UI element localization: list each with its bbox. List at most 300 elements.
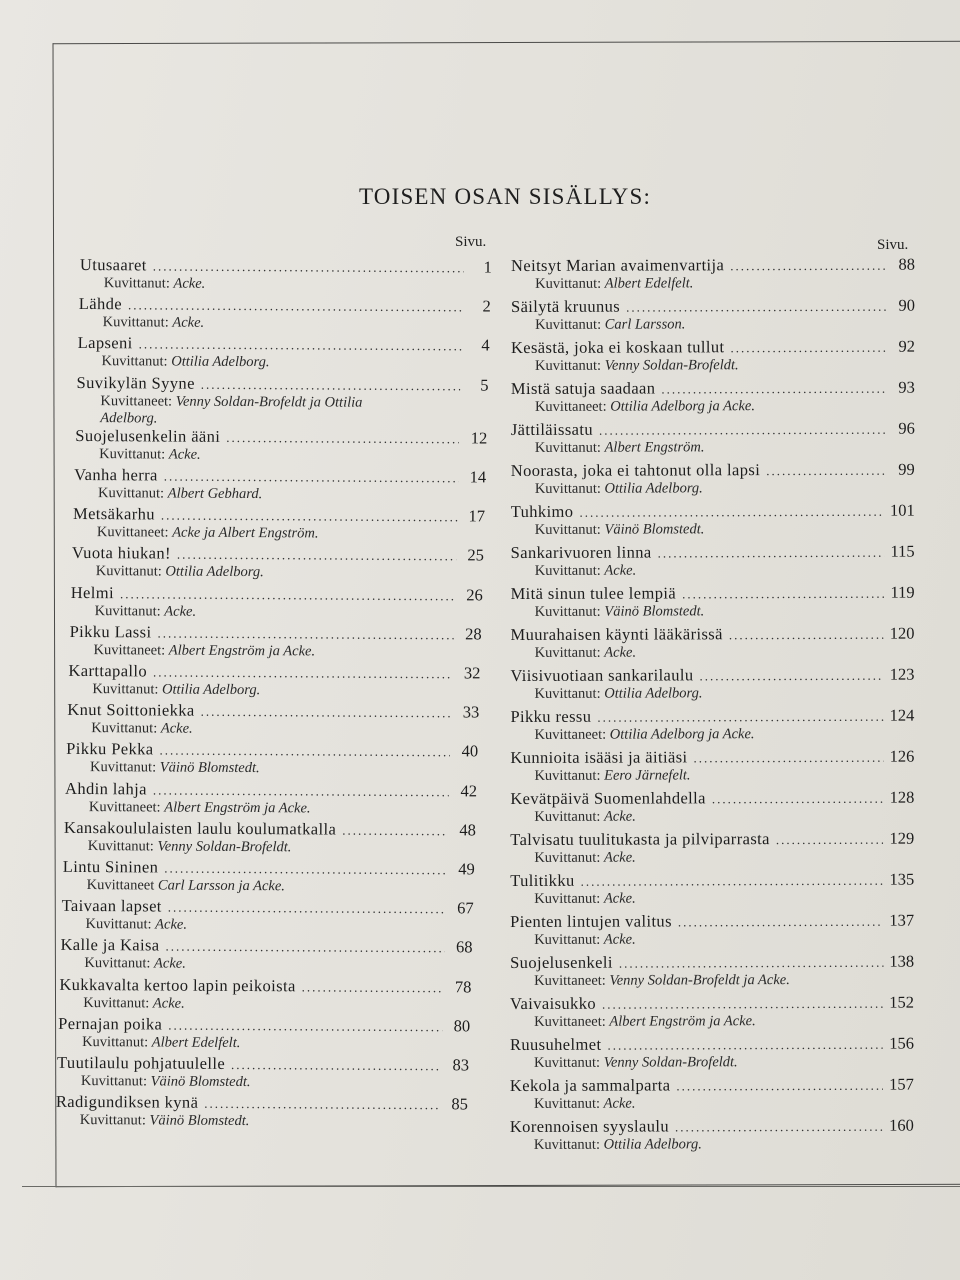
- toc-entry-title: Knut Soittoniekka: [67, 700, 195, 720]
- toc-entry-title: Utusaaret: [79, 255, 147, 275]
- toc-entry-line: [510, 747, 914, 768]
- toc-entry: [510, 706, 914, 744]
- illustrator-name: Acke.: [160, 720, 193, 737]
- toc-entry-page: 78: [454, 976, 472, 996]
- leader-dots: [599, 420, 887, 440]
- toc-entry-line: [72, 543, 484, 566]
- leader-dots: [682, 584, 884, 604]
- toc-entry-title: Pikku ressu: [510, 706, 592, 727]
- toc-entry-illustrator: [535, 644, 915, 662]
- illustrator-name: Venny Soldan-Brofeldt ja Acke.: [609, 972, 790, 989]
- toc-entry-page: 152: [889, 992, 915, 1012]
- illustrator-label: Kuvittanut:: [534, 644, 601, 661]
- leader-dots: [342, 820, 448, 840]
- toc-entry-title: Kevätpäivä Suomenlahdella: [510, 788, 706, 809]
- leader-dots: [120, 584, 455, 605]
- toc-entry-line: [62, 896, 474, 919]
- toc-entry-title: Jättiläissatu: [510, 419, 594, 440]
- toc-entry-title: Muurahaisen käynti lääkärissä: [510, 624, 723, 645]
- illustrator-label: Kuvittaneet:: [534, 398, 607, 415]
- toc-entry-illustrator: [535, 316, 915, 334]
- toc-entry-title: Ruusuhelmet: [509, 1034, 602, 1055]
- toc-entry-title: Pienten lintujen valitus: [510, 911, 672, 932]
- toc-entry-illustrator: [534, 808, 914, 826]
- toc-entry: [56, 1092, 468, 1132]
- toc-entry-page: 123: [889, 664, 915, 684]
- toc-entry: [511, 501, 915, 539]
- leader-dots: [658, 543, 885, 563]
- toc-entry: [510, 911, 914, 949]
- toc-entry-illustrator: [99, 446, 487, 465]
- toc-entry-illustrator: [535, 357, 915, 375]
- toc-entry-illustrator: [92, 681, 480, 700]
- toc-entry-illustrator: [88, 838, 476, 857]
- toc-entry: [67, 700, 479, 740]
- leader-dots: [579, 502, 884, 522]
- toc-entry-page: 90: [898, 295, 916, 315]
- illustrator-label: Kuvittanut:: [95, 563, 162, 580]
- toc-entry-title: Vaivaisukko: [509, 993, 597, 1014]
- illustrator-name: Carl Larsson.: [604, 316, 686, 333]
- toc-entry-line: [510, 911, 914, 932]
- illustrator-name: Ottilia Adelborg.: [604, 480, 703, 497]
- illustrator-label: Kuvittaneet:: [96, 524, 169, 541]
- toc-entry-title: Metsäkarhu: [72, 504, 155, 524]
- illustrator-label: Kuvittanut:: [84, 955, 151, 972]
- toc-entry-line: [511, 542, 915, 563]
- leader-dots: [153, 780, 449, 801]
- toc-entry-page: 92: [898, 336, 915, 356]
- leader-dots: [201, 702, 452, 723]
- illustrator-label: Kuvittanut:: [534, 890, 601, 907]
- toc-entry-page: 128: [889, 787, 915, 807]
- toc-entry-title: Vanha herra: [74, 464, 158, 485]
- illustrator-label: Kuvittaneet:: [88, 798, 161, 816]
- leader-dots: [678, 912, 884, 932]
- illustrator-label: Kuvittanut:: [90, 759, 157, 776]
- toc-entry-title: Kukkavalta kertoo lapin peikoista: [59, 974, 296, 995]
- toc-entry-illustrator: [534, 890, 914, 908]
- toc-entry-illustrator: [535, 562, 915, 580]
- illustrator-name: Eero Järnefelt.: [604, 767, 691, 784]
- toc-entry-title: Pikku Lassi: [69, 621, 152, 642]
- toc-entry-title: Säilytä kruunus: [510, 296, 621, 317]
- toc-entry-title: Sankarivuoren linna: [510, 542, 652, 563]
- toc-entry: [511, 378, 915, 416]
- toc-entry-page: 101: [889, 500, 915, 520]
- toc-entry-page: 126: [889, 746, 915, 766]
- toc-entry: [510, 829, 914, 867]
- illustrator-name: Acke.: [603, 849, 636, 866]
- left-page-label: Sivu.: [455, 234, 487, 250]
- toc-entry-page: 68: [455, 937, 473, 957]
- toc-entry-title: Lintu Sininen: [62, 856, 159, 877]
- toc-entry-page: 137: [889, 910, 915, 930]
- toc-entry-illustrator: [93, 642, 481, 661]
- toc-entry-line: [75, 426, 487, 449]
- toc-entry-page: 5: [480, 375, 489, 395]
- toc-entry-line: [511, 501, 915, 522]
- toc-entry: [510, 952, 914, 990]
- toc-entry-illustrator: [103, 314, 491, 333]
- illustrator-label: Kuvittanut:: [534, 521, 601, 538]
- illustrator-label: Kuvittanut:: [87, 837, 154, 855]
- illustrator-label: Kuvittanut:: [80, 1073, 148, 1090]
- toc-entry-line: [510, 624, 914, 645]
- toc-entry: [511, 255, 915, 293]
- toc-entry: [60, 935, 472, 975]
- toc-entry: [63, 857, 475, 897]
- illustrator-label: Kuvittanut:: [83, 994, 150, 1012]
- illustrator-name: Ottilia Adelborg.: [604, 685, 703, 702]
- illustrator-label: Kuvittanut:: [92, 681, 159, 698]
- toc-entry-page: 12: [470, 428, 488, 448]
- toc-entry-title: Talvisatu tuulitukasta ja pilviparrasta: [510, 829, 770, 850]
- toc-entry: [77, 333, 489, 373]
- toc-entry: [74, 465, 486, 505]
- toc-entry-title: Helmi: [70, 582, 115, 602]
- leader-dots: [157, 623, 453, 644]
- toc-entry-illustrator: [87, 877, 475, 896]
- toc-entry-line: [511, 378, 915, 399]
- toc-entry-page: 124: [889, 705, 915, 725]
- toc-entry-page: 33: [462, 702, 480, 722]
- toc-entry-line: [510, 829, 914, 850]
- toc-entry-line: [59, 974, 471, 997]
- toc-entry-illustrator: [534, 1095, 914, 1113]
- toc-entry-line: [510, 1034, 914, 1055]
- illustrator-label: Kuvittanut:: [101, 353, 168, 370]
- leader-dots: [153, 256, 464, 277]
- toc-entry-illustrator: [85, 916, 473, 935]
- leader-dots: [177, 545, 456, 566]
- toc-entry-title: Tuutilaulu pohjatuulelle: [57, 1052, 226, 1073]
- leader-dots: [204, 1094, 440, 1114]
- illustrator-label: Kuvittanut:: [103, 275, 170, 292]
- toc-entry: [68, 661, 480, 701]
- toc-entry-line: [510, 1075, 914, 1096]
- toc-entry-title: Vuota hiukan!: [71, 543, 172, 563]
- toc-entry-title: Tuhkimo: [510, 501, 574, 522]
- illustrator-label: Kuvittanut:: [534, 685, 601, 702]
- illustrator-name: Acke ja Albert Engström.: [172, 524, 319, 542]
- toc-entry-line: [510, 788, 914, 809]
- leader-dots: [607, 1035, 883, 1055]
- illustrator-name: Ottilia Adelborg.: [603, 1136, 702, 1153]
- illustrator-name: Ottilia Adelborg.: [165, 563, 264, 581]
- toc-entry-title: Lapseni: [77, 333, 133, 353]
- illustrator-name: Venny Soldan-Brofeldt ja Ottilia Adelborg.: [100, 393, 363, 427]
- toc-entry-page: 85: [451, 1094, 468, 1114]
- leader-dots: [581, 871, 884, 891]
- toc-entry-illustrator: [81, 1073, 469, 1092]
- toc-entry-page: 32: [463, 663, 481, 683]
- illustrator-name: Carl Larsson ja Acke.: [157, 877, 286, 895]
- illustrator-name: Väinö Blomstedt.: [159, 759, 260, 777]
- toc-entry-page: 48: [459, 820, 476, 840]
- leader-dots: [693, 748, 883, 768]
- toc-entry: [510, 665, 914, 703]
- illustrator-label: Kuvittanut:: [534, 808, 601, 825]
- toc-entry: [76, 373, 488, 430]
- toc-entry-page: 49: [458, 859, 475, 879]
- toc-entry: [71, 583, 483, 623]
- illustrator-label: Kuvittanut:: [85, 916, 152, 933]
- leader-dots: [226, 428, 459, 448]
- illustrator-label: Kuvittanut:: [534, 767, 601, 784]
- right-page-label: Sivu.: [877, 237, 909, 253]
- toc-entry: [510, 870, 914, 908]
- illustrator-label: Kuvittaneet:: [100, 392, 173, 410]
- toc-entry: [511, 419, 915, 457]
- illustrator-name: Albert Engström.: [604, 439, 705, 456]
- toc-entry-title: Kekola ja sammalparta: [509, 1075, 671, 1096]
- toc-entry-line: [511, 255, 915, 276]
- illustrator-name: Väinö Blomstedt.: [149, 1112, 250, 1130]
- toc-entry: [511, 296, 915, 334]
- illustrator-label: Kuvittanut:: [534, 849, 601, 866]
- illustrator-name: Albert Edelfelt.: [604, 275, 694, 292]
- toc-entry: [65, 779, 477, 819]
- leader-dots: [712, 789, 884, 809]
- leader-dots: [231, 1055, 441, 1075]
- toc-entry-page: 14: [469, 467, 487, 487]
- illustrator-name: Albert Engström ja Acke.: [168, 642, 316, 660]
- toc-entry-line: [510, 952, 914, 973]
- leader-dots: [661, 379, 887, 399]
- illustrator-name: Albert Edelfelt.: [151, 1034, 241, 1051]
- toc-entry-page: 2: [482, 296, 491, 316]
- toc-entry-title: Noorasta, joka ei tahtonut olla lapsi: [510, 460, 761, 481]
- illustrator-name: Venny Soldan-Brofeldt.: [157, 838, 292, 856]
- illustrator-name: Ottilia Adelborg.: [161, 681, 261, 699]
- illustrator-name: Acke.: [152, 995, 185, 1012]
- illustrator-name: Väinö Blomstedt.: [604, 603, 705, 620]
- toc-entry-page: 99: [898, 459, 915, 479]
- toc-entry: [75, 426, 487, 466]
- toc-entry-illustrator: [534, 1054, 914, 1072]
- leader-dots: [139, 335, 462, 356]
- toc-entry-illustrator: [534, 767, 914, 785]
- leader-dots: [619, 953, 884, 973]
- toc-entry-illustrator: [535, 275, 915, 293]
- leader-dots: [766, 461, 887, 480]
- toc-entry-line: [511, 337, 915, 358]
- toc-entry-page: 4: [481, 335, 490, 355]
- toc-entry-title: Tulitikku: [510, 870, 575, 891]
- illustrator-name: Väinö Blomstedt.: [150, 1073, 251, 1091]
- toc-entry-illustrator: [535, 439, 915, 457]
- leader-dots: [729, 625, 884, 645]
- illustrator-label: Kuvittanut:: [94, 602, 161, 620]
- toc-entry-illustrator: [83, 995, 471, 1014]
- illustrator-name: Acke.: [604, 808, 636, 825]
- illustrator-label: Kuvittanut:: [535, 316, 602, 333]
- toc-entry-illustrator: [535, 603, 915, 621]
- leader-dots: [168, 1015, 442, 1036]
- illustrator-name: Albert Engström ja Acke.: [164, 799, 311, 817]
- leader-dots: [164, 467, 458, 488]
- toc-entry-line: [511, 583, 915, 604]
- toc-entry-page: 119: [890, 582, 915, 602]
- illustrator-name: Ottilia Adelborg ja Acke.: [610, 398, 755, 415]
- toc-entry-title: Radigundiksen kynä: [55, 1092, 199, 1112]
- toc-entry-line: [70, 622, 482, 645]
- toc-entry-line: [65, 779, 477, 802]
- illustrator-label: Kuvittaneet:: [534, 726, 607, 743]
- leader-dots: [676, 1076, 883, 1096]
- illustrator-name: Acke.: [164, 603, 197, 620]
- toc-entry: [511, 337, 915, 375]
- toc-entry-page: 40: [461, 741, 479, 761]
- toc-entry-line: [510, 993, 914, 1014]
- leader-dots: [675, 1117, 883, 1137]
- toc-entry-title: Kalle ja Kaisa: [60, 935, 160, 955]
- illustrator-label: Kuvittanut:: [533, 1136, 601, 1153]
- toc-entry: [510, 747, 914, 785]
- illustrator-name: Albert Gebhard.: [167, 485, 263, 503]
- toc-entry-line: [68, 661, 480, 684]
- illustrator-name: Acke.: [154, 955, 186, 973]
- toc-entry-illustrator: [534, 931, 914, 949]
- toc-entry-illustrator: [80, 1112, 468, 1131]
- toc-entry: [510, 1116, 914, 1154]
- illustrator-name: Acke.: [603, 931, 636, 948]
- illustrator-label: Kuvittaneet:: [534, 1013, 606, 1030]
- toc-right-column: [509, 254, 916, 1153]
- toc-entry-title: Viisivuotiaan sankarilaulu: [510, 665, 694, 686]
- toc-entry-illustrator: [534, 1013, 914, 1031]
- illustrator-label: Kuvittanut:: [534, 562, 601, 579]
- toc-entry-title: Suvikylän Syyne: [76, 372, 195, 393]
- illustrator-label: Kuvittanut:: [99, 445, 166, 463]
- toc-entry: [510, 1034, 914, 1072]
- illustrator-name: Acke.: [155, 916, 188, 933]
- leader-dots: [776, 830, 884, 849]
- illustrator-label: Kuvittanut:: [534, 480, 601, 497]
- illustrator-name: Albert Engström ja Acke.: [609, 1013, 756, 1030]
- toc-entry-line: [510, 665, 914, 686]
- illustrator-label: Kuvittaneet: [86, 877, 155, 894]
- leader-dots: [161, 506, 457, 527]
- toc-entry-illustrator: [97, 524, 485, 543]
- toc-entry-page: 1: [483, 257, 492, 277]
- toc-entry-page: 83: [452, 1055, 470, 1075]
- toc-entry-title: Suojelusenkelin ääni: [75, 425, 221, 446]
- toc-entry: [69, 622, 481, 662]
- leader-dots: [201, 374, 461, 395]
- illustrator-label: Kuvittanut:: [534, 931, 601, 948]
- toc-entry-page: 26: [466, 584, 483, 605]
- toc-entry-line: [57, 1053, 469, 1076]
- toc-entry: [73, 504, 485, 544]
- illustrator-name: Acke.: [172, 314, 205, 331]
- illustrator-name: Acke.: [173, 275, 206, 292]
- toc-entry-illustrator: [534, 726, 914, 744]
- toc-entry-title: Kansakoululaisten laulu koulumatkalla: [63, 817, 337, 839]
- toc-entry-illustrator: [89, 799, 477, 818]
- toc-entry-title: Pikku Pekka: [66, 739, 154, 759]
- toc-entry-line: [60, 935, 472, 958]
- toc-entry: [511, 542, 915, 580]
- toc-entry-title: Neitsyt Marian avaimenvartija: [511, 255, 725, 275]
- toc-entry-line: [71, 583, 483, 606]
- toc-entry-page: 17: [468, 506, 486, 526]
- toc-entry: [61, 896, 473, 936]
- toc-entry-illustrator: [95, 603, 483, 622]
- illustrator-label: Kuvittanut:: [533, 1095, 601, 1112]
- illustrator-label: Kuvittaneet:: [534, 972, 606, 989]
- toc-entry-page: 129: [889, 828, 915, 848]
- toc-entry-page: 80: [453, 1016, 471, 1036]
- toc-entry-page: 156: [889, 1033, 914, 1053]
- toc-entry: [510, 624, 914, 662]
- illustrator-label: Kuvittanut:: [534, 603, 601, 620]
- illustrator-name: Venny Soldan-Brofeldt.: [603, 1054, 738, 1071]
- toc-entry: [80, 255, 492, 295]
- frame-bottom-rule: [22, 1186, 960, 1187]
- toc-entry: [64, 818, 476, 858]
- toc-entry-page: 42: [460, 780, 478, 801]
- illustrator-name: Acke.: [604, 562, 637, 579]
- toc-entry-line: [76, 373, 488, 396]
- illustrator-name: Acke.: [168, 446, 201, 463]
- toc-entry-title: Taivaan lapset: [61, 896, 162, 916]
- toc-entry: [511, 460, 915, 498]
- leader-dots: [164, 859, 447, 880]
- toc-entry-line: [66, 739, 478, 762]
- toc-entry-page: 160: [889, 1115, 914, 1135]
- leader-dots: [597, 707, 883, 727]
- illustrator-label: Kuvittanut:: [82, 1033, 149, 1051]
- toc-entry-line: [67, 700, 479, 723]
- toc-entry-title: Lähde: [78, 294, 123, 314]
- toc-entry-title: Ahdin lahja: [64, 778, 147, 799]
- toc-entry-line: [56, 1092, 468, 1115]
- leader-dots: [602, 994, 883, 1014]
- illustrator-name: Acke.: [604, 644, 637, 661]
- illustrator-label: Kuvittanut:: [97, 485, 165, 502]
- illustrator-name: Ottilia Adelborg ja Acke.: [609, 726, 755, 743]
- toc-entry-illustrator: [535, 521, 915, 539]
- toc-entry: [58, 1014, 470, 1054]
- toc-entry-title: Pernajan poika: [58, 1013, 163, 1034]
- toc-entry-illustrator: [101, 354, 489, 373]
- leader-dots: [730, 256, 887, 276]
- toc-entry-page: 28: [465, 624, 482, 644]
- page-title: TOISEN OSAN SISÄLLYS:: [358, 184, 652, 209]
- toc-entry: [72, 543, 484, 583]
- toc-entry-line: [64, 818, 476, 841]
- toc-entry-line: [511, 419, 915, 440]
- toc-entry-illustrator: [100, 393, 380, 429]
- toc-entry-page: 93: [898, 377, 915, 397]
- illustrator-name: Ottilia Adelborg.: [171, 353, 270, 371]
- toc-entry: [66, 739, 478, 779]
- illustrator-label: Kuvittanut:: [534, 439, 601, 456]
- toc-entry-title: Mistä satuja saadaan: [510, 378, 656, 399]
- toc-entry-illustrator: [82, 1034, 470, 1053]
- illustrator-label: Kuvittaneet:: [93, 641, 166, 659]
- toc-entry: [510, 993, 914, 1031]
- illustrator-name: Väinö Blomstedt.: [604, 521, 705, 538]
- illustrator-label: Kuvittanut:: [79, 1112, 146, 1129]
- toc-entry-page: 88: [898, 254, 916, 274]
- toc-entry-title: Korennoisen syyslaulu: [509, 1116, 670, 1137]
- toc-entry-title: Mitä sinun tulee lempiä: [510, 583, 677, 604]
- leader-dots: [159, 741, 450, 762]
- toc-entry: [510, 1075, 914, 1113]
